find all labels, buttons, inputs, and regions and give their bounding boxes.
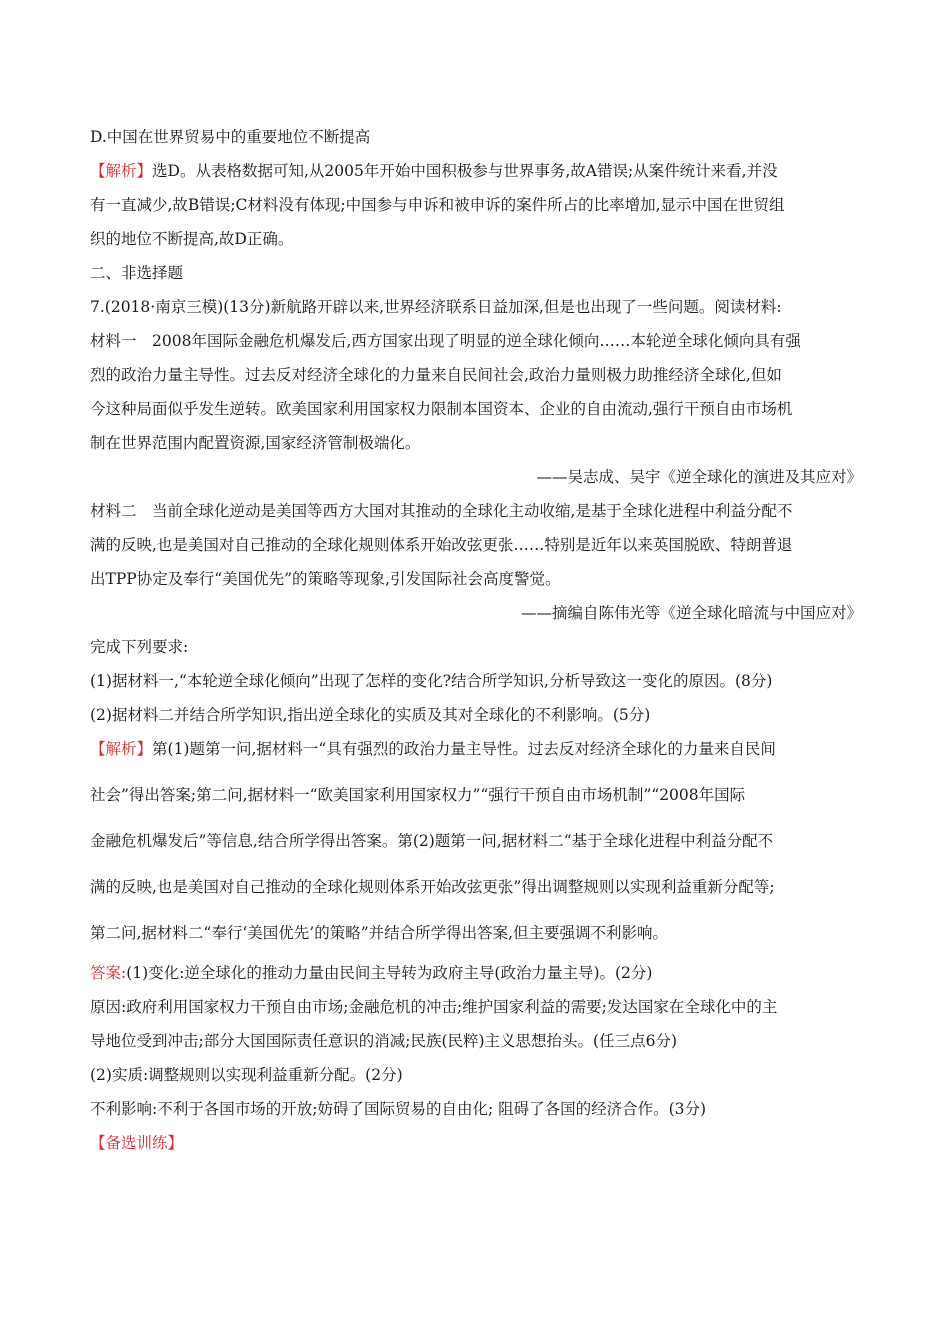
material-2-source: ——摘编自陈伟光等《逆全球化暗流与中国应对》 — [520, 604, 862, 622]
requirement-1: (1)据材料一,“本轮逆全球化倾向”出现了怎样的变化?结合所学知识,分析导致这一变化的原因。(8分) — [90, 672, 773, 690]
requirements-intro: 完成下列要求: — [90, 638, 189, 656]
answer-text-1: (1)变化:逆全球化的推动力量由民间主导转为政府主导(政治力量主导)。(2分) — [126, 964, 653, 982]
answer-line-4: (2)实质:调整规则以实现利益重新分配。(2分) — [90, 1066, 403, 1084]
analysis-2-line-3: 金融危机爆发后”等信息,结合所学得出答案。第(2)题第一问,据材料二“基于全球化进程中利益分配不 — [90, 832, 774, 850]
material-2-line-1: 材料二 当前全球化逆动是美国等西方大国对其推动的全球化主动收缩,是基于全球化进程中利益分配不 — [90, 502, 793, 520]
option-d: D.中国在世界贸易中的重要地位不断提高 — [90, 128, 371, 146]
answer-line-3: 导地位受到冲击;部分大国国际责任意识的消减;民族(民粹)主义思想抬头。(任三点6分) — [90, 1032, 677, 1050]
section-title: 二、非选择题 — [90, 264, 184, 282]
question-7: 7.(2018·南京三模)(13分)新航路开辟以来,世界经济联系日益加深,但是也出现了一些问题。阅读材料: — [90, 298, 782, 316]
material-1-line-2: 烈的政治力量主导性。过去反对经济全球化的力量来自民间社会,政治力量则极力助推经济全球化,但如 — [90, 366, 782, 384]
answer-line-5: 不利影响:不利于各国市场的开放;妨碍了国际贸易的自由化; 阻碍了各国的经济合作。(3分) — [90, 1100, 707, 1118]
requirement-2: (2)据材料二并结合所学知识,指出逆全球化的实质及其对全球化的不利影响。(5分) — [90, 706, 651, 724]
backup-training-heading: 【备选训练】 — [90, 1134, 184, 1152]
answer-line-2: 原因:政府利用国家权力干预自由市场;金融危机的冲击;维护国家利益的需要;发达国家在全球化中的主 — [90, 998, 778, 1016]
material-1-line-3: 今这种局面似乎发生逆转。欧美国家利用国家权力限制本国资本、企业的自由流动,强行干预自由市场机 — [90, 400, 793, 418]
answer-tag: 答案: — [90, 964, 127, 982]
material-2-line-2: 满的反映,也是美国对自己推动的全球化规则体系开始改弦更张……特别是近年以来英国脱欧、特朗普退 — [90, 536, 793, 554]
analysis-2-line-1 — [90, 738, 776, 760]
material-1-line-1: 材料一 2008年国际金融危机爆发后,西方国家出现了明显的逆全球化倾向……本轮逆全球化倾向具有强 — [90, 332, 801, 350]
analysis-1-line-1 — [90, 160, 778, 182]
analysis-2-line-4: 满的反映,也是美国对自己推动的全球化规则体系开始改弦更张”得出调整规则以实现利益重新分配等; — [90, 878, 775, 896]
analysis-1-text-1: 选D。从表格数据可知,从2005年开始中国积极参与世界事务,故A错误;从案件统计来看,并没 — [152, 162, 778, 180]
analysis-1-line-3: 织的地位不断提高,故D正确。 — [90, 230, 294, 248]
analysis-2-text-1: 第(1)题第一问,据材料一“具有强烈的政治力量主导性。过去反对经济全球化的力量来自民间 — [152, 740, 776, 758]
material-2-line-3: 出TPP协定及奉行“美国优先”的策略等现象,引发国际社会高度警觉。 — [90, 570, 561, 588]
analysis-tag: 【解析】 — [90, 162, 153, 180]
analysis-2-line-2: 社会”得出答案;第二问,据材料一“欧美国家利用国家权力”“强行干预自由市场机制”“2008年国际 — [90, 786, 746, 804]
analysis-2-line-5: 第二问,据材料二“奉行‘美国优先’的策略”并结合所学得出答案,但主要强调不利影响。 — [90, 924, 669, 942]
material-1-source: ——吴志成、吴宇《逆全球化的演进及其应对》 — [536, 468, 862, 486]
answer-line-1 — [90, 962, 652, 984]
analysis-1-line-2: 有一直减少,故B错误;C材料没有体现;中国参与申诉和被申诉的案件所占的比率增加,显示中国在世贸组 — [90, 196, 785, 214]
material-1-line-4: 制在世界范围内配置资源,国家经济管制极端化。 — [90, 434, 421, 452]
analysis-tag-2: 【解析】 — [90, 740, 153, 758]
